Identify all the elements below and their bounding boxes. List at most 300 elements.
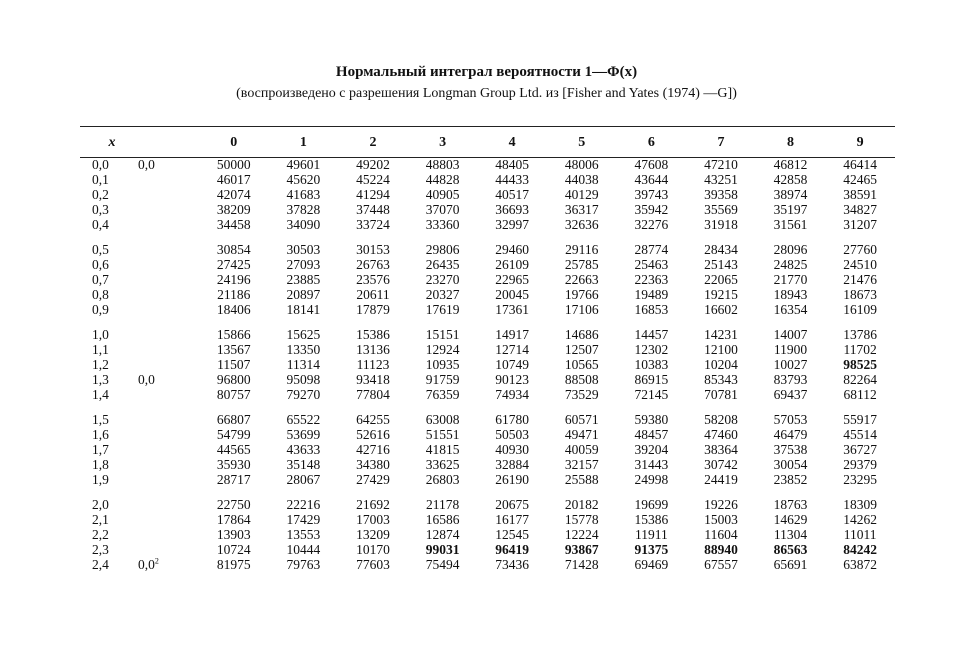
table-cell: 58208 — [704, 412, 738, 427]
table-cell: 49202 — [356, 157, 390, 172]
table-cell: 49471 — [564, 427, 599, 442]
table-cell: 35197 — [773, 202, 808, 217]
row-x-value: 2,1 — [92, 512, 109, 527]
table-cell: 17864 — [216, 512, 251, 527]
row-prefix — [132, 302, 199, 317]
table-cell: 41294 — [356, 187, 390, 202]
table-cell: 36693 — [495, 202, 530, 217]
row-prefix — [132, 527, 199, 542]
table-cell: 27425 — [216, 257, 251, 272]
row-prefix — [132, 512, 199, 527]
table-cell: 11702 — [843, 342, 877, 357]
top-rule — [80, 126, 895, 127]
table-row — [80, 512, 895, 527]
table-cell: 16109 — [843, 302, 878, 317]
header-digit: 5 — [578, 135, 586, 150]
table-cell: 93867 — [564, 542, 599, 557]
table-cell: 11507 — [217, 357, 251, 372]
table-cell: 48006 — [564, 157, 599, 172]
table-cell: 33724 — [356, 217, 390, 232]
header-row — [80, 128, 895, 157]
table-title: Нормальный интеграл вероятности 1—Φ(x) — [335, 64, 638, 80]
row-prefix — [132, 342, 199, 357]
table-cell: 26190 — [495, 472, 530, 487]
row-prefix-exponent: 2 — [154, 556, 159, 566]
row-prefix — [132, 202, 199, 217]
table-row — [80, 372, 895, 387]
table-cell: 35569 — [704, 202, 738, 217]
table-cell: 14007 — [773, 327, 808, 342]
table-cell: 13553 — [286, 527, 321, 542]
table-cell: 32636 — [564, 217, 599, 232]
table-cell: 33625 — [425, 457, 460, 472]
table-cell: 17106 — [564, 302, 599, 317]
table-cell: 88508 — [564, 372, 599, 387]
table-cell: 69469 — [634, 557, 669, 572]
table-cell: 75494 — [425, 557, 460, 572]
row-prefix — [132, 457, 199, 472]
table-cell: 24196 — [216, 272, 251, 287]
table-cell: 40930 — [495, 442, 530, 457]
table-cell: 33360 — [425, 217, 460, 232]
table-cell: 21476 — [843, 272, 878, 287]
table-cell: 76359 — [425, 387, 460, 402]
row-x-value: 0,3 — [92, 202, 109, 217]
group-spacer — [80, 317, 895, 327]
table-cell: 16586 — [425, 512, 460, 527]
table-cell: 25463 — [634, 257, 669, 272]
table-cell: 88940 — [704, 542, 738, 557]
row-prefix — [132, 372, 199, 387]
table-cell: 10749 — [495, 357, 530, 372]
row-prefix — [132, 557, 199, 572]
table-cell: 32157 — [564, 457, 599, 472]
table-cell: 28434 — [704, 242, 738, 257]
table-cell: 10724 — [216, 542, 251, 557]
row-x-value: 0,9 — [92, 302, 109, 317]
table-cell: 74934 — [495, 387, 530, 402]
table-cell: 67557 — [704, 557, 738, 572]
table-cell: 10170 — [356, 542, 390, 557]
table-cell: 63872 — [843, 557, 878, 572]
table-cell: 20327 — [425, 287, 460, 302]
table-row — [80, 542, 895, 557]
table-cell: 11011 — [843, 527, 877, 542]
table-cell: 17879 — [356, 302, 390, 317]
row-x-value: 0,8 — [92, 287, 109, 302]
row-x-value: 0,1 — [92, 172, 109, 187]
table-cell: 36727 — [843, 442, 878, 457]
table-cell: 12924 — [425, 342, 460, 357]
row-prefix — [132, 542, 199, 557]
table-row — [80, 527, 895, 542]
table-cell: 21178 — [425, 497, 460, 512]
table-cell: 24510 — [843, 257, 878, 272]
table-cell: 29379 — [843, 457, 878, 472]
row-prefix — [132, 242, 199, 257]
table-cell: 63008 — [425, 412, 460, 427]
table-cell: 18673 — [843, 287, 878, 302]
table-cell: 86915 — [634, 372, 669, 387]
table-cell: 65691 — [773, 557, 808, 572]
table-cell: 15778 — [564, 512, 599, 527]
table-cell: 66807 — [216, 412, 251, 427]
table-cell: 44038 — [564, 172, 599, 187]
table-cell: 86563 — [773, 542, 808, 557]
table-row — [80, 357, 895, 372]
table-cell: 42465 — [843, 172, 878, 187]
table-cell: 91759 — [425, 372, 460, 387]
table-cell: 27760 — [843, 242, 878, 257]
row-prefix — [132, 472, 199, 487]
row-x-value: 2,3 — [92, 542, 109, 557]
table-cell: 13136 — [356, 342, 390, 357]
table-cell: 14457 — [634, 327, 669, 342]
row-x-value: 1,5 — [92, 412, 109, 427]
row-prefix — [132, 157, 199, 172]
table-cell: 35930 — [216, 457, 251, 472]
table-cell: 93418 — [356, 372, 390, 387]
table-cell: 95098 — [286, 372, 321, 387]
table-cell: 21186 — [217, 287, 251, 302]
table-cell: 10444 — [286, 542, 321, 557]
table-row — [80, 427, 895, 442]
header-digit: 3 — [439, 135, 447, 150]
row-prefix-text: 0,0 — [138, 157, 155, 172]
table-cell: 13209 — [356, 527, 390, 542]
header-prefix — [132, 128, 199, 157]
table-row — [80, 187, 895, 202]
table-cell: 21770 — [773, 272, 808, 287]
probability-table — [80, 128, 895, 572]
table-cell: 25143 — [704, 257, 738, 272]
table-cell: 18406 — [216, 302, 251, 317]
row-x-value: 2,0 — [92, 497, 109, 512]
table-cell: 29460 — [495, 242, 530, 257]
table-cell: 35942 — [634, 202, 669, 217]
table-cell: 12507 — [564, 342, 599, 357]
table-cell: 14629 — [773, 512, 808, 527]
table-row — [80, 202, 895, 217]
table-cell: 31207 — [843, 217, 878, 232]
header-x: x — [108, 135, 116, 150]
table-cell: 37448 — [356, 202, 390, 217]
table-cell: 28067 — [286, 472, 321, 487]
table-cell: 30153 — [356, 242, 390, 257]
table-cell: 28774 — [634, 242, 669, 257]
table-row — [80, 302, 895, 317]
table-cell: 23270 — [425, 272, 460, 287]
header-digit: 6 — [647, 135, 655, 150]
row-prefix — [132, 257, 199, 272]
table-cell: 14917 — [495, 327, 530, 342]
group-spacer — [80, 232, 895, 242]
table-cell: 17429 — [286, 512, 321, 527]
table-row — [80, 172, 895, 187]
table-cell: 77804 — [356, 387, 390, 402]
table-cell: 57053 — [773, 412, 808, 427]
row-x-value: 0,7 — [92, 272, 109, 287]
table-cell: 19226 — [704, 497, 738, 512]
table-cell: 15866 — [216, 327, 251, 342]
row-x-value: 0,6 — [92, 257, 109, 272]
table-row — [80, 157, 895, 172]
row-prefix-text: 0,0 — [138, 372, 155, 387]
table-cell: 34090 — [286, 217, 321, 232]
row-prefix — [132, 497, 199, 512]
row-x-value: 1,2 — [92, 357, 109, 372]
table-cell: 34380 — [356, 457, 390, 472]
table-cell: 16853 — [634, 302, 669, 317]
row-x-value: 0,2 — [92, 187, 109, 202]
table-cell: 39358 — [704, 187, 738, 202]
table-cell: 44828 — [425, 172, 460, 187]
table-cell: 28096 — [773, 242, 808, 257]
row-prefix — [132, 357, 199, 372]
table-cell: 10027 — [773, 357, 808, 372]
table-cell: 34827 — [843, 202, 878, 217]
table-row — [80, 242, 895, 257]
table-cell: 37070 — [425, 202, 460, 217]
table-cell: 85343 — [704, 372, 738, 387]
table-cell: 42074 — [216, 187, 251, 202]
row-x-value: 0,0 — [92, 157, 109, 172]
table-cell: 91375 — [634, 542, 669, 557]
row-x-value: 1,4 — [92, 387, 109, 402]
table-cell: 39743 — [634, 187, 669, 202]
table-cell: 27429 — [356, 472, 390, 487]
table-cell: 31561 — [773, 217, 808, 232]
table-cell: 17619 — [425, 302, 460, 317]
table-row — [80, 497, 895, 512]
table-cell: 48405 — [495, 157, 530, 172]
table-cell: 23576 — [356, 272, 390, 287]
table-cell: 15625 — [286, 327, 321, 342]
table-cell: 65522 — [286, 412, 321, 427]
table-cell: 37828 — [286, 202, 321, 217]
table-cell: 12302 — [634, 342, 669, 357]
row-prefix — [132, 272, 199, 287]
row-x-value: 1,8 — [92, 457, 109, 472]
row-x-value: 1,1 — [92, 342, 109, 357]
title-block — [0, 62, 973, 104]
table-cell: 30054 — [773, 457, 808, 472]
row-prefix — [132, 187, 199, 202]
table-cell: 36317 — [564, 202, 599, 217]
table-cell: 31443 — [634, 457, 669, 472]
table-cell: 23885 — [286, 272, 321, 287]
table-cell: 11604 — [704, 527, 738, 542]
table-cell: 68112 — [843, 387, 877, 402]
table-cell: 15003 — [704, 512, 738, 527]
table-cell: 45620 — [286, 172, 321, 187]
table-cell: 84242 — [843, 542, 878, 557]
table-cell: 11900 — [773, 342, 808, 357]
table-cell: 25588 — [564, 472, 599, 487]
table-cell: 11314 — [286, 357, 321, 372]
table-cell: 19766 — [564, 287, 599, 302]
header-digit: 8 — [787, 135, 795, 150]
table-cell: 20611 — [356, 287, 390, 302]
table-cell: 22216 — [286, 497, 321, 512]
table-row — [80, 327, 895, 342]
row-prefix — [132, 427, 199, 442]
table-cell: 71428 — [564, 557, 599, 572]
table-cell: 18309 — [843, 497, 878, 512]
table-cell: 49601 — [286, 157, 321, 172]
table-cell: 79763 — [286, 557, 321, 572]
table-cell: 34458 — [216, 217, 251, 232]
table-cell: 35148 — [286, 457, 321, 472]
table-row — [80, 272, 895, 287]
table-cell: 59380 — [634, 412, 669, 427]
table-cell: 98525 — [843, 357, 878, 372]
table-cell: 46479 — [773, 427, 808, 442]
table-cell: 43633 — [286, 442, 321, 457]
table-cell: 41815 — [425, 442, 460, 457]
table-cell: 38591 — [843, 187, 878, 202]
table-cell: 10565 — [564, 357, 599, 372]
table-cell: 30742 — [704, 457, 738, 472]
table-cell: 52616 — [356, 427, 390, 442]
header-digit: 1 — [299, 135, 307, 150]
header-digit: 7 — [717, 135, 725, 150]
row-prefix-text: 0,0 — [138, 557, 155, 572]
table-cell: 26763 — [356, 257, 390, 272]
table-cell: 19699 — [634, 497, 669, 512]
table-cell: 13786 — [843, 327, 878, 342]
table-cell: 12545 — [495, 527, 530, 542]
table-cell: 99031 — [425, 542, 460, 557]
table-cell: 50503 — [495, 427, 530, 442]
table-cell: 23852 — [773, 472, 808, 487]
table-row — [80, 472, 895, 487]
table-row — [80, 412, 895, 427]
table-cell: 15386 — [356, 327, 390, 342]
table-cell: 90123 — [495, 372, 530, 387]
table-cell: 14686 — [564, 327, 599, 342]
header-digit: 0 — [230, 135, 238, 150]
row-prefix — [132, 327, 199, 342]
table-cell: 40129 — [564, 187, 599, 202]
table-cell: 48457 — [634, 427, 669, 442]
table-cell: 81975 — [216, 557, 251, 572]
table-cell: 19489 — [634, 287, 669, 302]
table-cell: 32884 — [495, 457, 530, 472]
table-body — [80, 157, 895, 572]
table-cell: 38974 — [773, 187, 808, 202]
table-cell: 69437 — [773, 387, 808, 402]
table-cell: 46812 — [773, 157, 808, 172]
table-cell: 47608 — [634, 157, 669, 172]
row-x-value: 2,2 — [92, 527, 109, 542]
table-cell: 55917 — [843, 412, 878, 427]
table-cell: 46017 — [216, 172, 251, 187]
table-cell: 10383 — [634, 357, 669, 372]
table-cell: 15151 — [425, 327, 460, 342]
table-cell: 26803 — [425, 472, 460, 487]
table-cell: 24998 — [634, 472, 669, 487]
table-cell: 41683 — [286, 187, 321, 202]
row-x-value: 1,7 — [92, 442, 109, 457]
header-digit: 4 — [508, 135, 516, 150]
table-cell: 20045 — [495, 287, 530, 302]
table-cell: 16177 — [495, 512, 530, 527]
row-x-value: 0,5 — [92, 242, 109, 257]
table-cell: 22363 — [634, 272, 669, 287]
table-cell: 20897 — [286, 287, 321, 302]
row-x-value: 0,4 — [92, 217, 109, 232]
table-cell: 17003 — [356, 512, 390, 527]
table-cell: 20675 — [495, 497, 530, 512]
table-row — [80, 342, 895, 357]
table-row — [80, 442, 895, 457]
table-cell: 12714 — [495, 342, 530, 357]
table-cell: 22750 — [216, 497, 251, 512]
table-cell: 13903 — [216, 527, 251, 542]
table-cell: 46414 — [843, 157, 878, 172]
table-cell: 47460 — [704, 427, 738, 442]
table-cell: 72145 — [634, 387, 669, 402]
table-cell: 31918 — [704, 217, 738, 232]
table-cell: 22663 — [564, 272, 599, 287]
row-x-value: 1,9 — [92, 472, 109, 487]
table-cell: 24825 — [773, 257, 808, 272]
table-cell: 47210 — [704, 157, 738, 172]
table-cell: 11123 — [356, 357, 390, 372]
table-cell: 10204 — [704, 357, 738, 372]
table-cell: 54799 — [216, 427, 251, 442]
table-row — [80, 457, 895, 472]
table-cell: 14262 — [843, 512, 878, 527]
row-x-value: 1,3 — [92, 372, 109, 387]
table-cell: 96419 — [495, 542, 530, 557]
group-spacer — [80, 487, 895, 497]
table-cell: 18763 — [773, 497, 808, 512]
table-cell: 39204 — [634, 442, 669, 457]
row-x-value: 1,0 — [92, 327, 109, 342]
row-x-value: 2,4 — [92, 557, 109, 572]
table-cell: 42858 — [773, 172, 808, 187]
table-cell: 11304 — [773, 527, 808, 542]
table-cell: 20182 — [564, 497, 599, 512]
table-cell: 43644 — [634, 172, 669, 187]
table-cell: 60571 — [564, 412, 599, 427]
table-cell: 23295 — [843, 472, 878, 487]
table-cell: 22965 — [495, 272, 530, 287]
table-cell: 26109 — [495, 257, 530, 272]
table-cell: 45514 — [843, 427, 878, 442]
row-prefix — [132, 387, 199, 402]
table-cell: 18141 — [286, 302, 321, 317]
table-cell: 19215 — [704, 287, 738, 302]
table-cell: 45224 — [356, 172, 390, 187]
table-cell: 83793 — [773, 372, 808, 387]
table-cell: 12100 — [704, 342, 738, 357]
table-cell: 16354 — [773, 302, 808, 317]
table-cell: 96800 — [216, 372, 251, 387]
header-digit: 2 — [369, 135, 377, 150]
table-cell: 48803 — [425, 157, 460, 172]
table-cell: 15386 — [634, 512, 669, 527]
table-cell: 64255 — [356, 412, 390, 427]
row-prefix — [132, 442, 199, 457]
table-cell: 50000 — [216, 157, 251, 172]
table-cell: 22065 — [704, 272, 738, 287]
table-cell: 16602 — [704, 302, 738, 317]
table-cell: 10935 — [425, 357, 460, 372]
table-cell: 82264 — [843, 372, 878, 387]
